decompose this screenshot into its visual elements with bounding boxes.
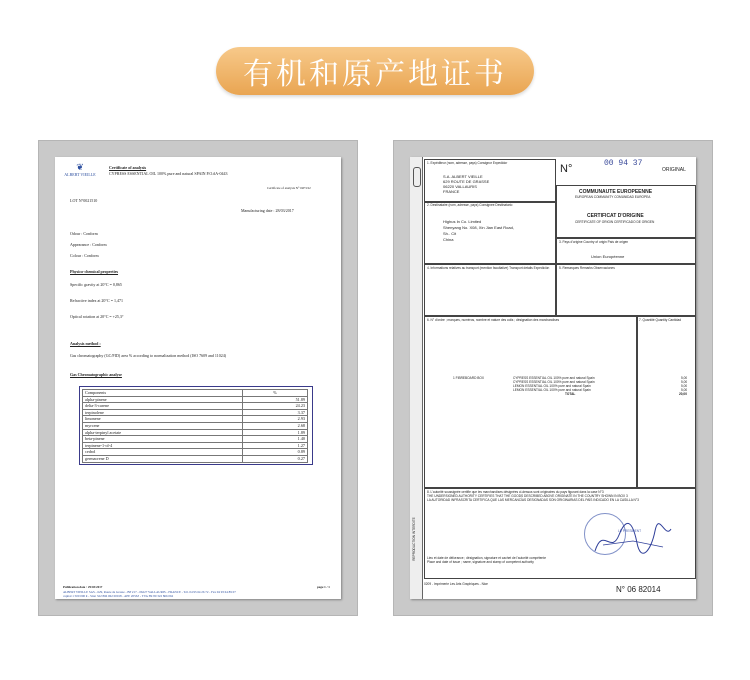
stamp-text: LE PRESIDENT [618,529,642,533]
goods-line: LEMON ESSENTIAL OIL 100% pure and natural Spain [513,384,591,388]
footer-number: N° 06 82014 [616,585,661,594]
certificate-text: CERTIFICATE OF ORIGIN CERTIFICADO DE ORIGEN [575,220,655,224]
shipper-name: S.A. ALBERT VIEILLE [443,174,483,179]
analysis-certificate-frame [38,140,358,616]
title-banner [216,47,534,95]
albert-vieille-logo [61,162,99,182]
component-percent: 1.40 [243,436,308,443]
component-percent: 2.68 [243,422,308,429]
logo-text: ALBERT VIEILLE [64,172,96,177]
component-name: alpha-pinene [83,396,243,403]
table-row [83,409,308,416]
goods-total: TOTAL [565,392,576,396]
gc-heading: Gas Chromatographic analyse [70,372,122,377]
component-name: cedrol [83,449,243,456]
analysis-certificate-page [55,157,341,599]
footer-print: 0209 - Imprimerie Les Arts Graphiques - Nice [424,582,488,586]
banner-title: 有机和原产地证书 [243,57,507,92]
origin-value: Union Européenne [591,254,625,259]
qty-total: 20,00 [679,392,687,396]
table-row [83,449,308,456]
box8-label: 8. L'autorité soussignée certifie que les marchandises désignées ci-dessus sont originaires du pays figurant dans la case N°3 [427,490,604,494]
box-consignee [424,201,556,265]
community-text: EUROPEAN COMMUNITY COMUNIDAD EUROPEA [575,195,651,199]
component-percent: 51.89 [243,396,308,403]
box2-label: 2. Destinataire (nom, adresse, pays) Consignee Destinatario [427,203,513,207]
consignee-line1: Highus In Co. Limited [443,219,482,224]
box6-label: 6. N° d'ordre ; marques, numéros, nombre et nature des colis ; désignation des marchandises [427,318,560,322]
analysis-cert-number: Certificate of analysis N° 02F3/22 [267,186,311,190]
table-header-percent: % [243,390,308,397]
logo-mark-icon: ❦ [76,162,84,172]
table-row [83,442,308,449]
qty-value: 5,00 [681,376,688,380]
qty-value: 5,00 [681,380,688,384]
lot-number: LOT N°0021510 [70,198,98,203]
colour-line: Colour : Conform [70,253,99,258]
consignee-line4: China [443,237,454,242]
box-consignor [424,159,556,203]
box7-label: 7. Quantité Quantity Cantidad [639,318,681,322]
component-percent: 24.23 [243,403,308,410]
box9-label: Lieu et date de délivrance ; désignation, signature et cachet de l'autorité compétente [427,556,546,560]
analysis-header-product: CYPRESS ESSENTIAL OIL 100% pure and natural SPAIN P.O.#A-0443 [109,171,228,176]
table-header-row [83,390,308,397]
origin-certificate-frame [393,140,713,616]
component-name: beta-pinene [83,436,243,443]
table-row [83,403,308,410]
certificate-side-strip [410,157,423,599]
component-name: limonene [83,416,243,423]
box8-spanish: LA AUTORIDAD INFRASCRITA CERTIFICA QUE LAS MERCANCÍAS DESIGNADAS SON ORIGINARIAS DEL PAÍS INDICADO EN LA CASILLA N°3 [427,498,639,502]
odour-line: Odour : Conform [70,231,98,236]
serial-number: 00 94 37 [604,159,643,168]
box-remarks [556,263,696,317]
component-name: alpha-terpinyl acetate [83,429,243,436]
component-name: terpinolene [83,409,243,416]
goods-line: CYPRESS ESSENTIAL OIL 100% pure and natural Spain [513,376,595,380]
footer-legal: capital 1 500 000 € - Siret 322 866 062 00018 - APE 2053Z - TVA FR 80 322 866 062 [63,594,174,598]
table-row [83,396,308,403]
box9-english: Place and date of issue ; name, signature and stamp of competent authority [427,560,534,564]
box-country-origin [556,237,696,265]
physico-heading: Physico-chemical properties [70,269,119,274]
table-row [83,416,308,423]
component-percent: 0.89 [243,449,308,456]
consignee-line3: Sh.. Cit [443,231,457,236]
number-label: N° [560,163,573,175]
optical-rotation: Optical rotation at 20°C = +25,3° [70,314,124,319]
component-name: delta-3-carene [83,403,243,410]
analysis-header-title: Certificate of analysis [109,165,147,170]
component-percent: 3.37 [243,409,308,416]
certificat-text: CERTIFICAT D'ORIGINE [587,213,644,219]
table-row [83,422,308,429]
box5-label: 5. Remarques Remarks Observaciones [559,266,615,270]
table-header-components: Components [83,390,243,397]
component-name: germacrene D [83,455,243,462]
shipper-country: FRANCE [443,189,460,194]
manufacturing-date: Manufacturing date : 28/03/2017 [241,208,294,213]
appearance-line: Appearance : Conform [70,242,107,247]
goods-line: LEMON ESSENTIAL OIL 100% pure and natural Spain [513,388,591,392]
box1-label: 1. Expéditeur (nom, adresse, pays) Consignor Expedidor [427,161,508,165]
component-percent: 0.27 [243,455,308,462]
box4-label: 4. Informations relatives au transport (mention facultative) Transport details Expedición [427,266,550,270]
qty-value: 5,00 [681,388,688,392]
original-label: ORIGINAL [662,167,686,173]
shipper-city: 06220 VALLAURIS [443,184,477,189]
table-row [83,455,308,462]
shipper-street: 629 ROUTE DE GRASSE [443,179,490,184]
consignee-line2: Shenyang No. X08, Xin Jian East Road, [443,225,514,230]
box-goods [424,315,638,489]
goods-mark: 1 FIBREBOARD BOX [453,376,484,380]
goods-line: CYPRESS ESSENTIAL OIL 100% pure and natural Spain [513,380,595,384]
footer-address: ALBERT VIEILLE SAS - 629, Route de Grasse - BP 217 - 06227 VALLAURIS - FRANCE - Tél. 04 93 64 26 72 - Fax 04 93 64 89 07 [63,590,236,594]
box3-label: 3. Pays d'origine Country of origin País de origen [559,240,629,244]
component-percent: 2.93 [243,416,308,423]
publication-date: Publication date : 29/03/2017 [63,585,103,589]
component-percent: 1.27 [243,442,308,449]
qty-value: 5,00 [681,384,688,388]
components-table [82,389,308,463]
cci-seal-icon [413,167,421,187]
signature-icon [593,521,673,557]
method-heading: Analysis method : [70,341,101,346]
method-text: Gas chromatography (GC/FID) area % according to normalization method (ISO 7609 and 11024) [70,353,227,358]
component-name: terpinene-1-ol-4 [83,442,243,449]
communaute-text: COMMUNAUTE EUROPEENNE [579,189,653,195]
component-percent: 1.89 [243,429,308,436]
side-label: REPRODUCTION INTERDITE [411,517,416,561]
table-row [83,429,308,436]
refractive-index: Refractive index at 20°C = 1,471 [70,298,123,303]
component-name: myrcene [83,422,243,429]
page-number: page 1 / 1 [317,585,330,589]
box-transport [424,263,556,317]
table-row [83,436,308,443]
box-quantity [636,315,696,489]
specific-gravity: Specific gravity at 20°C = 0,865 [70,282,122,287]
box-community [556,185,696,239]
origin-certificate-page [410,157,696,599]
box8-english: THE UNDERSIGNED AUTHORITY CERTIFIES THAT THE GOODS DESCRIBED ABOVE ORIGINATE IN THE COUNTRY SHOWN IN BOX 3 [427,494,628,498]
